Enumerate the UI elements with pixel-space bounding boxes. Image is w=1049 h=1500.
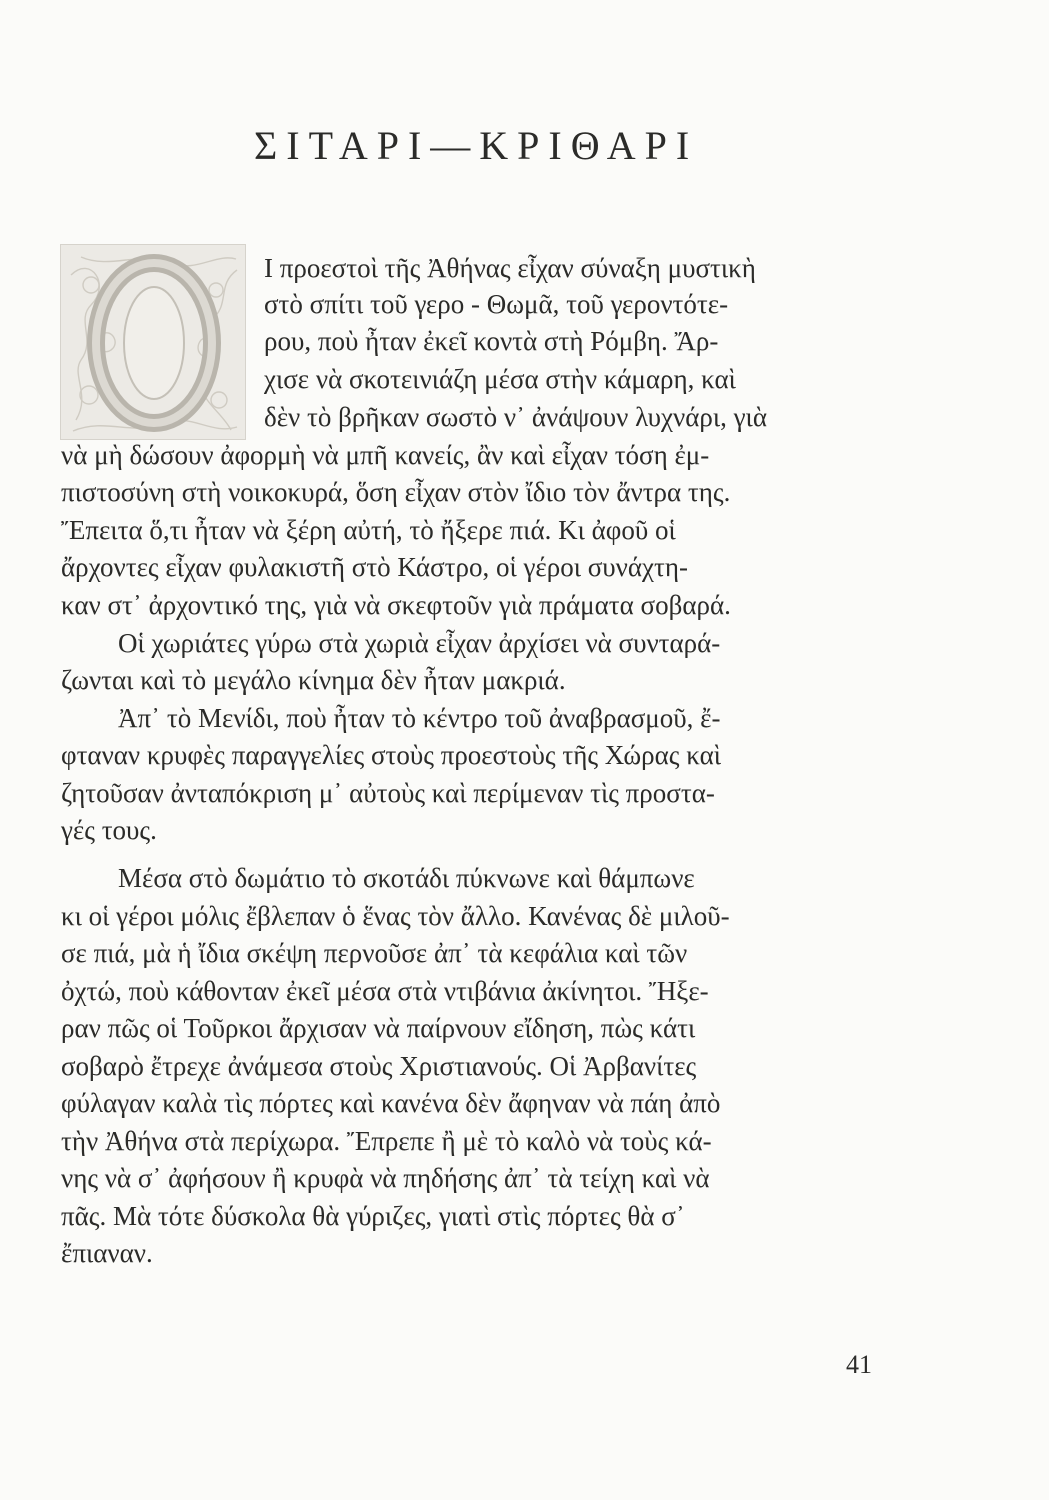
text-line: νὰ μὴ δώσουν ἀφορμὴ νὰ μπῆ κανείς, ἂν καὶ εἶχαν τόση ἐμ- [61,440,710,470]
text-line: κι οἱ γέροι μόλις ἔβλεπαν ὁ ἕνας τὸν ἄλλο. Κανένας δὲ μιλοῦ- [61,901,730,931]
text-line: φύλαγαν καλὰ τὶς πόρτες καὶ κανένα δὲν ἄφηναν νὰ πάη ἀπὸ [61,1088,721,1118]
text-line: ἔπιαναν. [61,1238,153,1268]
text-line: ὀχτώ, ποὺ κάθονταν ἐκεῖ μέσα στὰ ντιβάνια ἀκίνητοι. Ἤξε- [61,976,709,1006]
text-line: ἄρχοντες εἶχαν φυλακιστῆ στὸ Κάστρο, οἱ γέροι συνάχτη- [61,552,688,582]
chapter-title: ΣΙΤΑΡΙ—ΚΡΙΘΑΡΙ [254,123,699,168]
text-line: στὸ σπίτι τοῦ γερο - Θωμᾶ, τοῦ γεροντότε- [264,289,729,319]
text-line: ραν πῶς οἱ Τοῦρκοι ἄρχισαν νὰ παίρνουν εἴδηση, πὼς κάτι [61,1013,696,1043]
text-line: τὴν Ἀθήνα στὰ περίχωρα. Ἔπρεπε ἢ μὲ τὸ καλὸ νὰ τοὺς κά- [61,1126,712,1156]
text-line: Οἱ χωριάτες γύρω στὰ χωριὰ εἶχαν ἀρχίσει νὰ συνταρά- [118,628,721,658]
drop-cap-ornament-icon [61,245,246,440]
text-line: ζητοῦσαν ἀνταπόκριση μ᾽ αὐτοὺς καὶ περίμεναν τὶς προστα- [61,778,715,808]
text-line: Ἀπ᾽ τὸ Μενίδι, ποὺ ἦταν τὸ κέντρο τοῦ ἀναβρασμοῦ, ἔ- [118,703,721,733]
text-line: νης νὰ σ᾽ ἀφήσουν ἢ κρυφὰ νὰ πηδήσης ἀπ᾽ τὰ τείχη καὶ νὰ [61,1163,710,1193]
text-line: δὲν τὸ βρῆκαν σωστὸ ν᾽ ἀνάψουν λυχνάρι, γιὰ [264,402,767,432]
text-line: Ι προεστοὶ τῆς Ἀθήνας εἶχαν σύναξη μυστικὴ [264,253,756,283]
text-line: φταναν κρυφὲς παραγγελίες στοὺς προεστοὺς τῆς Χώρας καὶ [61,740,721,770]
page-number: 41 [846,1350,872,1379]
text-line: ρου, ποὺ ἦταν ἐκεῖ κοντὰ στὴ Ρόμβη. Ἄρ- [264,326,719,356]
ornamental-drop-cap [60,244,246,440]
text-line: Μέσα στὸ δωμάτιο τὸ σκοτάδι πύκνωνε καὶ θάμπωνε [118,863,695,893]
text-line: χισε νὰ σκοτεινιάζη μέσα στὴν κάμαρη, καὶ [264,364,736,394]
text-line: σε πιά, μὰ ἡ ἴδια σκέψη περνοῦσε ἀπ᾽ τὰ κεφάλια καὶ τῶν [61,938,688,968]
text-line: Ἔπειτα ὅ,τι ἦταν νὰ ξέρη αὐτή, τὸ ἤξερε πιά. Κι ἀφοῦ οἱ [61,515,676,545]
text-line: σοβαρὸ ἔτρεχε ἀνάμεσα στοὺς Χριστιανούς. Οἱ Ἀρβανίτες [61,1051,697,1081]
text-line: πᾶς. Μὰ τότε δύσκολα θὰ γύριζες, γιατὶ στὶς πόρτες θὰ σ᾽ [61,1201,685,1231]
text-line: πιστοσύνη στὴ νοικοκυρά, ὅση εἶχαν στὸν ἴδιο τὸν ἄντρα της. [61,477,731,507]
text-line: γές τους. [61,815,157,845]
text-line: καν στ᾽ ἀρχοντικό της, γιὰ νὰ σκεφτοῦν γιὰ πράματα σοβαρά. [61,590,731,620]
text-line: ζωνται καὶ τὸ μεγάλο κίνημα δὲν ἦταν μακριά. [61,665,566,695]
